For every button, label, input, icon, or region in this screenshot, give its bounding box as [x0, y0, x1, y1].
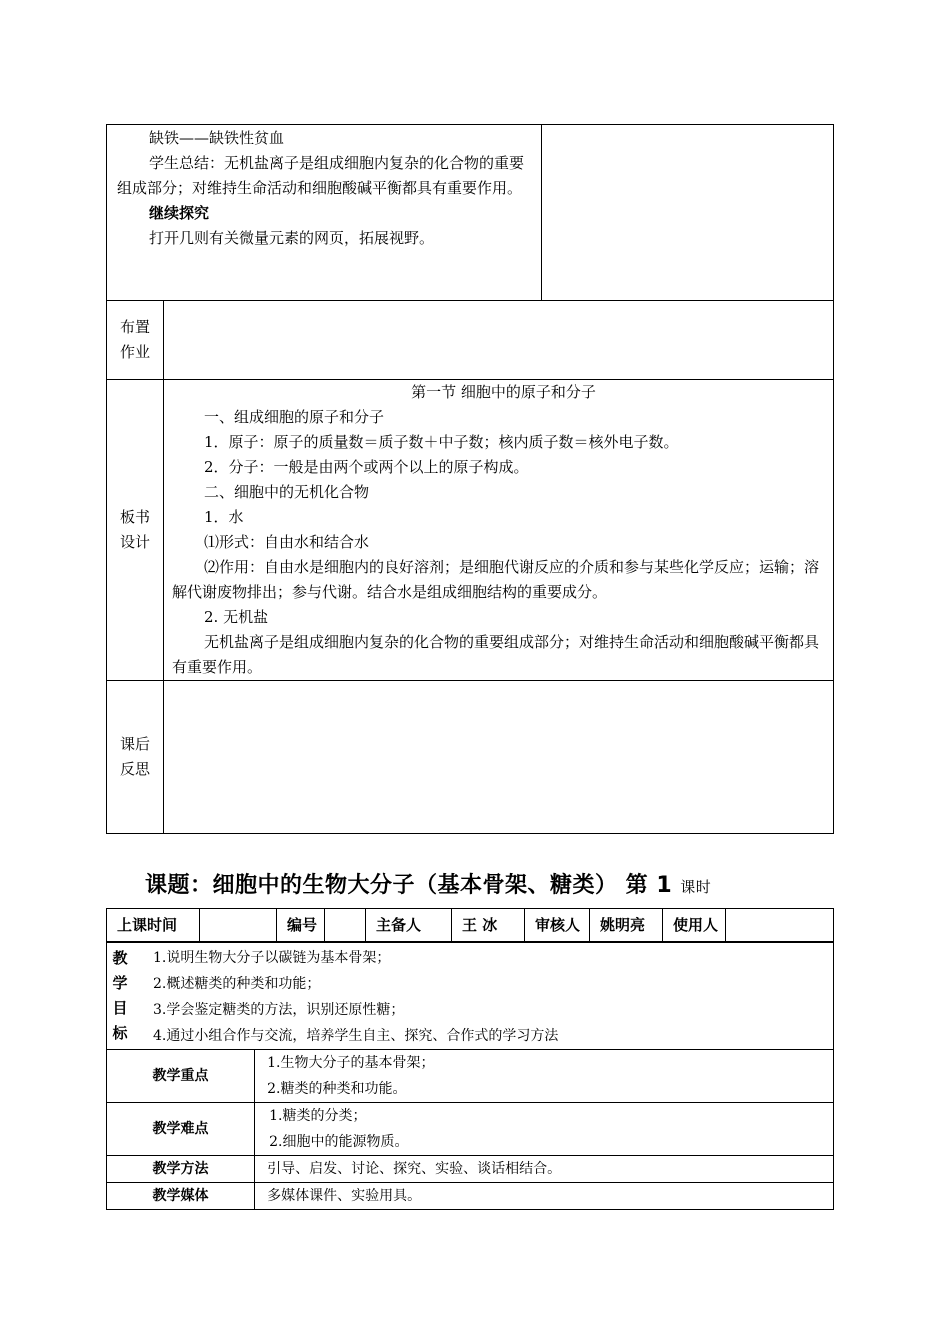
- board-line-1: 一、组成细胞的原子和分子: [204, 408, 385, 426]
- difficulty-2: 2.细胞中的能源物质。: [269, 1134, 409, 1150]
- objectives-label-4: 标: [112, 1024, 128, 1042]
- difficulties-label: 教学难点: [107, 1103, 255, 1156]
- reviewer-value: 姚明亮: [590, 909, 663, 942]
- number-label: 编号: [277, 909, 325, 942]
- objectives-label-2: 学: [112, 974, 128, 992]
- methods-label: 教学方法: [107, 1156, 255, 1183]
- preparer-value: 王 冰: [452, 909, 525, 942]
- summary-cell: [107, 125, 542, 301]
- board-line-5: 1．水: [204, 508, 244, 526]
- number-value: [325, 909, 366, 942]
- class-time-label: 上课时间: [107, 909, 200, 942]
- media-value: 多媒体课件、实验用具。: [255, 1183, 834, 1210]
- objectives-label-1: 教: [112, 949, 128, 967]
- key-point-2: 2.糖类的种类和功能。: [267, 1081, 407, 1097]
- board-line-3: 2．分子：一般是由两个或两个以上的原子构成。: [204, 458, 529, 476]
- homework-label-2: 作业: [119, 343, 150, 361]
- reflect-label-1: 课后: [119, 735, 150, 753]
- objectives-content-cell: [133, 943, 834, 1050]
- homework-label-1: 布置: [119, 318, 150, 336]
- objectives-label-3: 目: [112, 999, 128, 1017]
- teaching-info-table: [106, 942, 834, 1210]
- board-label-cell: [107, 380, 164, 681]
- board-title: 第一节 细胞中的原子和分子: [411, 383, 596, 401]
- key-points-label: 教学重点: [107, 1050, 255, 1103]
- class-time-value: [200, 909, 277, 942]
- board-line-6: ⑴形式：自由水和结合水: [204, 533, 370, 551]
- section-heading: 继续探究: [149, 204, 210, 222]
- lesson-plan-table-continued: [106, 124, 834, 834]
- user-value: [726, 909, 834, 942]
- key-point-1: 1.生物大分子的基本骨架；: [267, 1055, 435, 1071]
- key-points-content: [255, 1050, 834, 1103]
- objective-item-1: 1.说明生物大分子以碳链为基本骨架；: [153, 950, 391, 966]
- reviewer-label: 审核人: [525, 909, 590, 942]
- board-line-8: 2. 无机盐: [204, 608, 269, 626]
- objective-item-2: 2.概述糖类的种类和功能；: [153, 976, 321, 992]
- board-line-2: 1．原子：原子的质量数＝质子数＋中子数；核内质子数＝核外电子数。: [204, 433, 679, 451]
- difficulty-1: 1.糖类的分类；: [269, 1108, 367, 1124]
- board-label-1: 板书: [119, 508, 150, 526]
- board-content-cell: [164, 380, 834, 681]
- title-main: 课题：细胞中的生物大分子（基本骨架、糖类） 第 1: [145, 873, 681, 898]
- preparer-label: 主备人: [366, 909, 452, 942]
- homework-label-cell: [107, 301, 164, 380]
- user-label: 使用人: [663, 909, 726, 942]
- page-title: [145, 868, 711, 899]
- summary-line-3: 打开几则有关微量元素的网页，拓展视野。: [149, 229, 435, 247]
- objective-item-3: 3.学会鉴定糖类的方法，识别还原性糖；: [153, 1002, 405, 1018]
- board-label-2: 设计: [119, 533, 150, 551]
- summary-line-1: 缺铁——缺铁性贫血: [149, 129, 285, 147]
- board-line-4: 二、细胞中的无机化合物: [204, 483, 370, 501]
- summary-line-2: 学生总结：无机盐离子是组成细胞内复杂的化合物的重要组成部分；对维持生命活动和细胞酸碱平衡都具有重要作用。: [117, 154, 525, 197]
- objectives-label-cell: [107, 943, 134, 1050]
- reflect-label-2: 反思: [119, 760, 150, 778]
- difficulties-content: [255, 1103, 834, 1156]
- info-header-table: [106, 908, 834, 942]
- reflect-label-cell: [107, 681, 164, 834]
- notes-cell: [542, 125, 834, 301]
- methods-value: 引导、启发、讨论、探究、实验、谈话相结合。: [255, 1156, 834, 1183]
- reflect-content-cell: [164, 681, 834, 834]
- title-suffix: 课时: [680, 878, 712, 896]
- homework-content-cell: [164, 301, 834, 380]
- board-line-9: 无机盐离子是组成细胞内复杂的化合物的重要组成部分；对维持生命活动和细胞酸碱平衡都具有重要作用。: [172, 633, 820, 676]
- objective-item-4: 4.通过小组合作与交流，培养学生自主、探究、合作式的学习方法: [153, 1028, 559, 1044]
- board-line-7: ⑵作用：自由水是细胞内的良好溶剂；是细胞代谢反应的介质和参与某些化学反应；运输；溶解代谢废物排出；参与代谢。结合水是组成细胞结构的重要成分。: [172, 558, 820, 601]
- media-label: 教学媒体: [107, 1183, 255, 1210]
